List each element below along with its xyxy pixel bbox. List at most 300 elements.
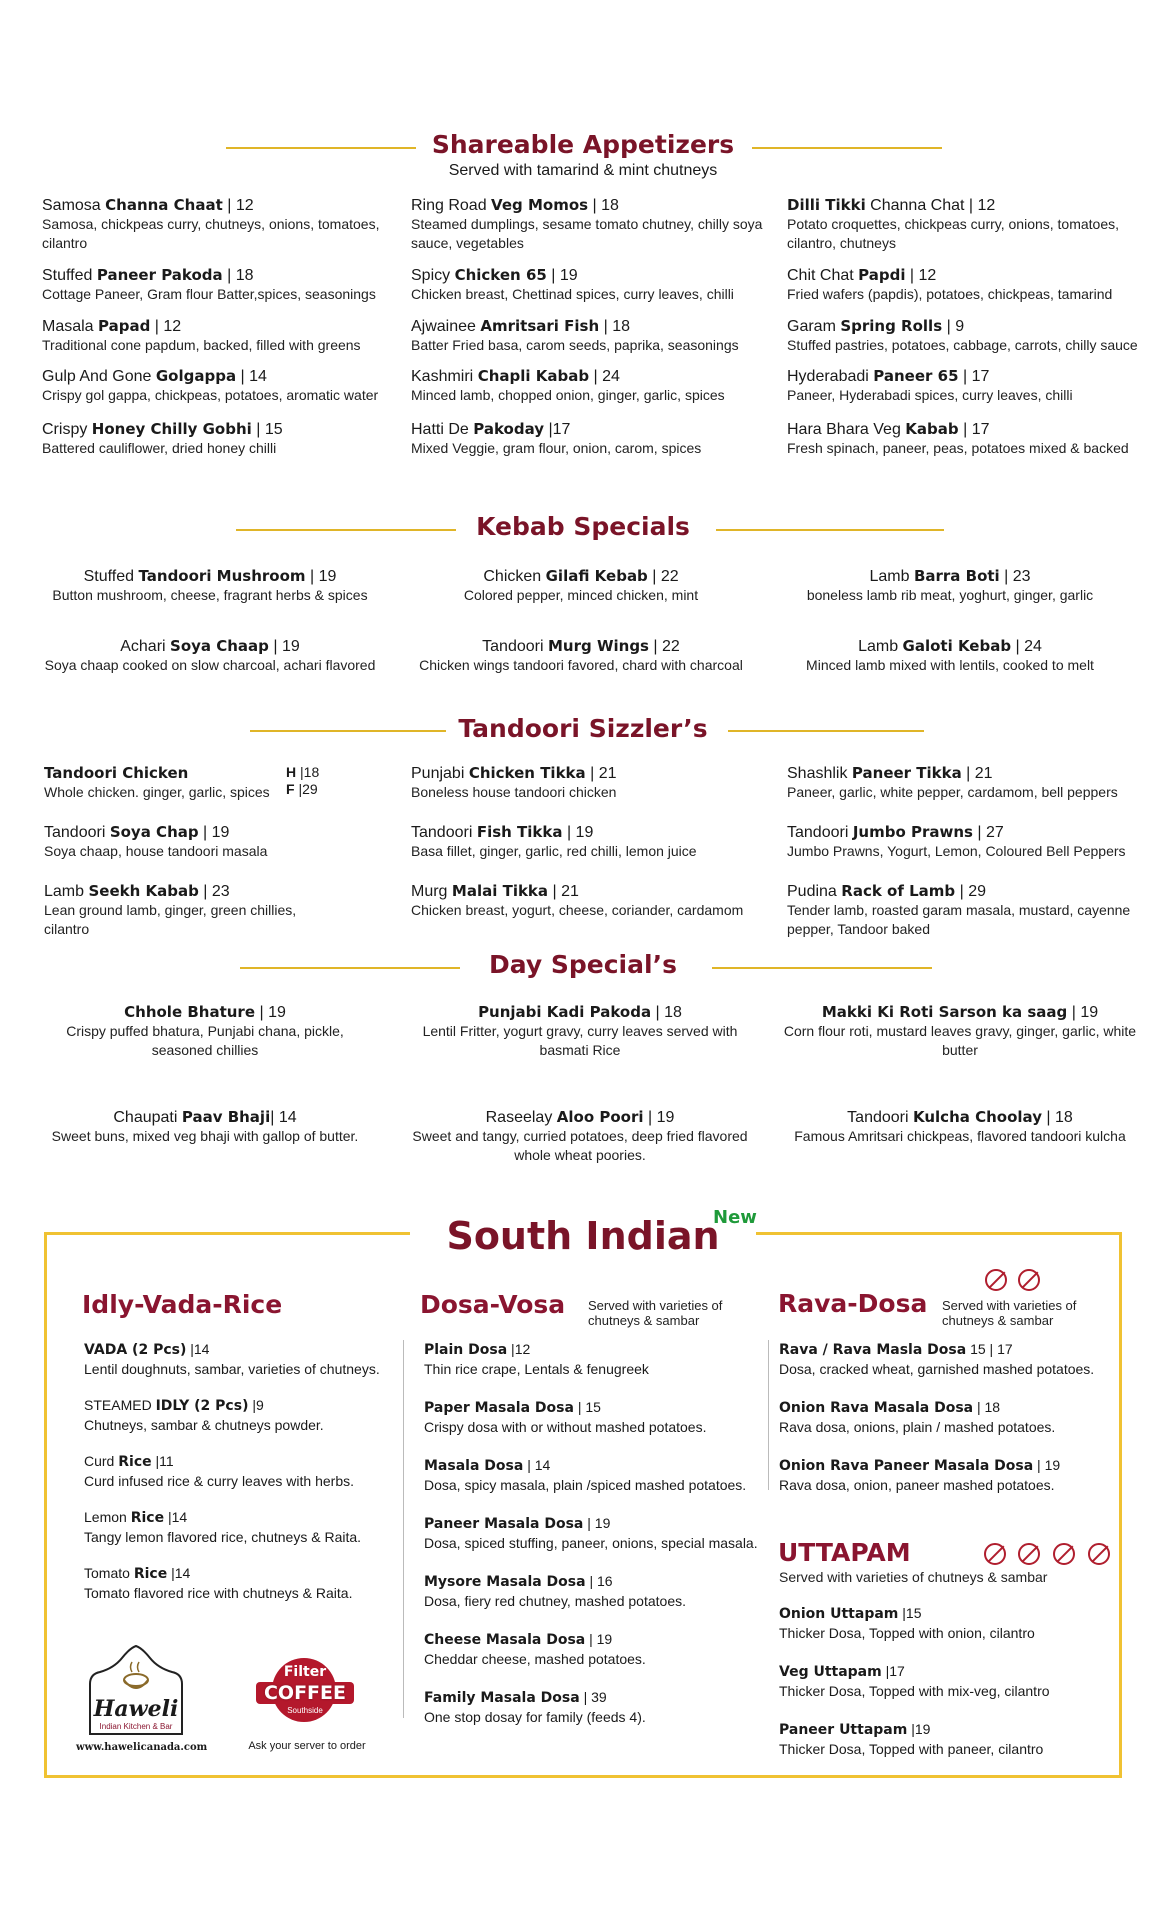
item-name-line xyxy=(42,317,402,336)
item-prefix: Chaupati xyxy=(113,1109,182,1126)
item-name-line xyxy=(787,196,1149,215)
item-prefix: Lamb xyxy=(858,638,903,655)
item-name-line xyxy=(424,1572,764,1592)
item-name: Spring Rolls xyxy=(840,317,943,335)
full-price xyxy=(286,781,318,797)
item-name: Masala Dosa xyxy=(424,1458,524,1474)
no-egg-icon xyxy=(1088,1543,1110,1565)
item-description: Chicken wings tandoori favored, chard with charcoal xyxy=(419,657,743,673)
item-description: Tender lamb, roasted garam masala, mustard, cayenne pepper, Tandoor baked xyxy=(787,902,1131,937)
item-name-line xyxy=(424,1688,764,1708)
uttapam-title: UTTAPAM xyxy=(778,1538,911,1567)
item-description: Battered cauliflower, dried honey chilli xyxy=(42,440,277,456)
item-name-line xyxy=(44,823,344,842)
menu-item xyxy=(44,882,344,939)
item-price: | 19 xyxy=(1033,1457,1061,1473)
menu-item xyxy=(411,882,771,920)
no-nuts-icon xyxy=(984,1543,1006,1565)
item-prefix: Tandoori xyxy=(482,638,548,655)
item-name: Rice xyxy=(118,1454,152,1470)
menu-item xyxy=(424,1572,764,1611)
item-price: | 19 xyxy=(268,638,300,655)
menu-item xyxy=(779,1720,1099,1759)
menu-item xyxy=(84,1508,384,1547)
item-prefix: Ring Road xyxy=(411,197,492,214)
item-prefix: Hyderabadi xyxy=(787,368,874,385)
item-description: Button mushroom, cheese, fragrant herbs & spices xyxy=(52,587,368,603)
item-description: Fried wafers (papdis), potatoes, chickpeas, tamarind xyxy=(787,286,1113,302)
item-name: Paneer 65 xyxy=(873,367,959,385)
item-name: Dilli Tikki xyxy=(787,196,866,214)
item-name: Kabab xyxy=(905,420,959,438)
item-name-line xyxy=(424,1340,764,1360)
item-name: Onion Rava Paneer Masala Dosa xyxy=(779,1458,1034,1474)
item-description: Lentil doughnuts, sambar, varieties of chutneys. xyxy=(84,1361,380,1377)
item-name: Tandoori Mushroom xyxy=(138,567,306,585)
item-prefix: Hatti De xyxy=(411,421,474,438)
item-description: Minced lamb, chopped onion, ginger, garlic, spices xyxy=(411,387,725,403)
item-description: Sweet and tangy, curried potatoes, deep fried flavored whole wheat poories. xyxy=(412,1128,748,1163)
item-name-line xyxy=(411,317,763,336)
haweli-logo xyxy=(84,1644,188,1740)
item-price: | 18 xyxy=(651,1004,682,1021)
item-price: | 15 xyxy=(251,421,283,438)
item-prefix: Chit Chat xyxy=(787,267,859,284)
item-prefix: Kashmiri xyxy=(411,368,478,385)
item-price: |15 xyxy=(898,1605,922,1621)
item-name: Papad xyxy=(98,317,151,335)
item-price: | 19 xyxy=(198,824,230,841)
menu-item xyxy=(779,1398,1109,1437)
menu-item xyxy=(779,1604,1099,1643)
item-name: Malai Tikka xyxy=(451,882,549,900)
item-name: Onion Rava Masala Dosa xyxy=(779,1400,974,1416)
item-description: One stop dosay for family (feeds 4). xyxy=(424,1709,646,1725)
new-badge: New xyxy=(713,1207,757,1228)
no-gluten-icon xyxy=(1018,1269,1040,1291)
item-description: Dosa, spiced stuffing, paneer, onions, special masala. xyxy=(424,1535,758,1551)
item-name: Galoti Kebab xyxy=(902,637,1012,655)
item-name-line xyxy=(411,266,763,285)
item-prefix: Hara Bhara Veg xyxy=(787,421,906,438)
item-name: Gilafi Kebab xyxy=(545,567,648,585)
item-name-line xyxy=(780,567,1120,586)
menu-item xyxy=(787,823,1149,861)
menu-item xyxy=(787,196,1149,253)
item-prefix: Murg xyxy=(411,883,452,900)
item-name: Chicken 65 xyxy=(454,266,547,284)
item-price: | 14 xyxy=(270,1109,297,1126)
item-name: Veg Momos xyxy=(491,196,589,214)
item-price: | 21 xyxy=(548,883,579,900)
item-name: Paneer Pakoda xyxy=(96,266,223,284)
item-price: | 19 xyxy=(585,1631,613,1647)
item-prefix: Chicken xyxy=(483,568,546,585)
menu-item xyxy=(84,1396,384,1435)
item-description: Colored pepper, minced chicken, mint xyxy=(463,587,699,603)
item-name: Paper Masala Dosa xyxy=(424,1400,574,1416)
item-price: | 18 xyxy=(1041,1109,1073,1126)
item-price: | 19 xyxy=(562,824,594,841)
item-name-line xyxy=(787,882,1149,901)
item-name: Chapli Kabab xyxy=(477,367,590,385)
item-description: Cheddar cheese, mashed potatoes. xyxy=(424,1651,646,1667)
menu-item xyxy=(410,1003,750,1060)
menu-item xyxy=(411,420,763,458)
item-name: Onion Uttapam xyxy=(779,1606,899,1622)
menu-item xyxy=(779,1456,1109,1495)
item-price: | 19 xyxy=(305,568,337,585)
menu-item xyxy=(787,420,1149,458)
item-price: | 17 xyxy=(958,421,990,438)
menu-item xyxy=(44,823,344,861)
item-description: Fresh spinach, paneer, peas, potatoes mixed & backed xyxy=(787,440,1129,456)
menu-item xyxy=(424,1630,764,1669)
menu-item xyxy=(787,367,1149,405)
item-name: Rava / Rava Masla Dosa xyxy=(779,1342,967,1358)
item-prefix: Curd xyxy=(84,1453,119,1469)
item-prefix: Tandoori xyxy=(44,824,110,841)
item-price: | 22 xyxy=(647,568,679,585)
item-name-line xyxy=(787,317,1149,336)
item-price: | 39 xyxy=(579,1689,607,1705)
item-description: Potato croquettes, chickpeas curry, onions, tomatoes, cilantro, chutneys xyxy=(787,216,1120,251)
item-price: |17 xyxy=(881,1663,905,1679)
menu-item xyxy=(411,823,771,861)
menu-item xyxy=(410,1108,750,1165)
item-name-line xyxy=(410,1003,750,1022)
item-price: | 18 xyxy=(973,1399,1001,1415)
item-price: | 9 xyxy=(942,318,965,335)
item-price: |11 xyxy=(151,1453,174,1469)
item-name-line xyxy=(780,1003,1140,1022)
menu-item xyxy=(411,567,751,605)
item-name-line xyxy=(787,764,1149,783)
item-name-line xyxy=(411,567,751,586)
item-name: Rice xyxy=(130,1510,165,1526)
item-prefix: Samosa xyxy=(42,197,106,214)
item-prefix: Masala xyxy=(42,318,99,335)
item-price: | 15 xyxy=(573,1399,601,1415)
item-price: | 24 xyxy=(1011,638,1042,655)
item-name-line xyxy=(779,1340,1109,1360)
item-name-line xyxy=(787,420,1149,439)
item-name-line xyxy=(40,1003,370,1022)
item-description: Boneless house tandoori chicken xyxy=(411,784,617,800)
menu-item xyxy=(779,1662,1099,1701)
item-name: Kulcha Choolay xyxy=(913,1108,1042,1126)
item-name-line xyxy=(42,420,402,439)
item-name-line xyxy=(84,1396,384,1416)
item-name: Rice xyxy=(133,1566,168,1582)
item-name: IDLY (2 Pcs) xyxy=(155,1398,249,1414)
item-description: Sweet buns, mixed veg bhaji with gallop of butter. xyxy=(51,1128,359,1144)
item-name: Pakoday xyxy=(473,420,545,438)
item-name: Tandoori Chicken xyxy=(44,764,189,782)
item-name: Makki Ki Roti Sarson ka saag xyxy=(821,1003,1068,1021)
coffee-note: Ask your server to order xyxy=(248,1740,366,1752)
item-name: Papdi xyxy=(858,266,906,284)
item-prefix: Lamb xyxy=(44,883,89,900)
item-description: Dosa, fiery red chutney, mashed potatoes. xyxy=(424,1593,686,1609)
item-name-line xyxy=(84,1452,384,1472)
item-price: | 23 xyxy=(198,883,230,900)
menu-item xyxy=(42,317,402,355)
coffee-top: Filter xyxy=(283,1664,327,1680)
menu-item xyxy=(424,1514,764,1553)
menu-item xyxy=(42,367,402,405)
menu-item xyxy=(411,764,771,802)
menu-item xyxy=(40,1108,370,1146)
appetizers-title: Shareable Appetizers xyxy=(431,130,735,159)
item-description: Whole chicken. ginger, garlic, spices xyxy=(44,784,270,800)
item-prefix: Tomato xyxy=(84,1565,134,1581)
item-name-line xyxy=(424,1514,764,1534)
item-price: | 14 xyxy=(236,368,267,385)
item-price: |17 xyxy=(544,421,571,438)
item-description: Crispy puffed bhatura, Punjabi chana, pickle, seasoned chillies xyxy=(66,1023,344,1058)
item-name-line xyxy=(780,1108,1140,1127)
item-description: Tangy lemon flavored rice, chutneys & Raita. xyxy=(84,1529,362,1545)
item-name-line xyxy=(779,1662,1099,1682)
item-name-line xyxy=(84,1564,384,1584)
item-description: Rava dosa, onions, plain / mashed potatoes. xyxy=(779,1419,1056,1435)
menu-item xyxy=(780,637,1120,675)
menu-item xyxy=(787,882,1149,939)
item-description: Crispy gol gappa, chickpeas, potatoes, aromatic water xyxy=(42,387,379,403)
item-name-line xyxy=(787,266,1149,285)
item-description: Famous Amritsari chickpeas, flavored tandoori kulcha xyxy=(794,1128,1126,1144)
item-name: Amritsari Fish xyxy=(480,317,600,335)
menu-item xyxy=(780,567,1120,605)
idly-title: Idly-Vada-Rice xyxy=(82,1290,283,1319)
item-price: 15 | 17 xyxy=(966,1341,1013,1357)
item-name-line xyxy=(424,1398,764,1418)
item-name: Jumbo Prawns xyxy=(852,823,973,841)
menu-item xyxy=(411,317,763,355)
item-prefix: Ajwainee xyxy=(411,318,481,335)
item-price: |12 xyxy=(507,1341,531,1357)
item-description: Thin rice crape, Lentals & fenugreek xyxy=(424,1361,649,1377)
item-description: Thicker Dosa, Topped with mix-veg, cilantro xyxy=(779,1683,1050,1699)
item-name-line xyxy=(787,367,1149,386)
item-name-line xyxy=(44,882,344,901)
item-name: Paav Bhaji xyxy=(181,1108,271,1126)
item-price: | 14 xyxy=(523,1457,551,1473)
item-name-line xyxy=(42,367,402,386)
menu-item xyxy=(40,567,380,605)
menu-item xyxy=(411,196,763,253)
menu-item xyxy=(42,266,402,304)
filter-coffee-logo xyxy=(256,1658,354,1736)
item-prefix: Crispy xyxy=(42,421,92,438)
item-name-line xyxy=(787,823,1149,842)
item-description: Soya chaap, house tandoori masala xyxy=(44,843,268,859)
item-description: Basa fillet, ginger, garlic, red chilli, lemon juice xyxy=(411,843,697,859)
item-prefix: Pudina xyxy=(787,883,842,900)
item-name: Paneer Masala Dosa xyxy=(424,1516,584,1532)
item-description: Samosa, chickpeas curry, chutneys, onions, tomatoes, cilantro xyxy=(42,216,380,251)
item-price: | 18 xyxy=(222,267,254,284)
website: www.hawelicanada.com xyxy=(76,1742,208,1753)
item-description: Minced lamb mixed with lentils, cooked to melt xyxy=(806,657,1094,673)
item-description: Chicken breast, yogurt, cheese, coriander, cardamom xyxy=(411,902,744,918)
half-price-value: |18 xyxy=(300,764,320,780)
item-prefix: Shashlik xyxy=(787,765,852,782)
menu-item xyxy=(787,266,1149,304)
column-divider xyxy=(403,1340,404,1718)
item-name-line xyxy=(411,420,763,439)
menu-item xyxy=(40,1003,370,1060)
item-prefix: Stuffed xyxy=(42,267,97,284)
item-name: Honey Chilly Gobhi xyxy=(91,420,252,438)
item-description: Crispy dosa with or without mashed potatoes. xyxy=(424,1419,707,1435)
item-name-line xyxy=(411,637,751,656)
item-description: Traditional cone papdum, backed, filled with greens xyxy=(42,337,361,353)
item-price: | 17 xyxy=(958,368,990,385)
item-price: | 24 xyxy=(589,368,620,385)
menu-item xyxy=(42,420,402,458)
item-price: | 12 xyxy=(222,197,254,214)
item-name-line xyxy=(411,764,771,783)
coffee-main: COFFEE xyxy=(256,1682,354,1704)
item-prefix: Tandoori xyxy=(787,824,853,841)
item-name: Mysore Masala Dosa xyxy=(424,1574,586,1590)
item-name: Soya Chaap xyxy=(170,637,269,655)
item-name-line xyxy=(84,1340,384,1360)
item-description: Mixed Veggie, gram flour, onion, carom, spices xyxy=(411,440,702,456)
logo-sub: Indian Kitchen & Bar xyxy=(99,1722,173,1731)
item-description: Stuffed pastries, potatoes, cabbage, carrots, chilly sauce xyxy=(787,337,1138,353)
item-price: | 29 xyxy=(955,883,986,900)
item-name-line xyxy=(40,637,380,656)
item-price: | 18 xyxy=(599,318,630,335)
south-title: South Indian xyxy=(446,1214,720,1258)
item-name-line xyxy=(424,1630,764,1650)
menu-item xyxy=(424,1398,764,1437)
item-description: Cottage Paneer, Gram flour Batter,spices, seasonings xyxy=(42,286,376,302)
half-label: H xyxy=(286,764,297,780)
item-price: |14 xyxy=(164,1509,188,1525)
uttapam-note: Served with varieties of chutneys & sambar xyxy=(779,1569,1048,1585)
item-name: Golgappa xyxy=(155,367,237,385)
item-description: Curd infused rice & curry leaves with herbs. xyxy=(84,1473,354,1489)
menu-item xyxy=(411,266,763,304)
item-prefix: Garam xyxy=(787,318,841,335)
item-price: | 23 xyxy=(999,568,1031,585)
item-description: Thicker Dosa, Topped with paneer, cilantro xyxy=(779,1741,1044,1757)
item-description: Steamed dumplings, sesame tomato chutney, chilly soya sauce, vegetables xyxy=(411,216,763,251)
item-price: | 19 xyxy=(546,267,578,284)
item-price: | 21 xyxy=(585,765,617,782)
item-description: Lean ground lamb, ginger, green chillies, cilantro xyxy=(44,902,297,937)
item-name: Aloo Poori xyxy=(556,1108,644,1126)
item-name: Chhole Bhature xyxy=(124,1003,256,1021)
item-price: | 21 xyxy=(961,765,993,782)
item-description: boneless lamb rib meat, yoghurt, ginger, garlic xyxy=(806,587,1094,603)
item-price: | 12 xyxy=(150,318,182,335)
kebab-title: Kebab Specials xyxy=(476,512,690,541)
item-name-line xyxy=(424,1456,764,1476)
item-description: Thicker Dosa, Topped with onion, cilantro xyxy=(779,1625,1035,1641)
item-description: Paneer, garlic, white pepper, cardamom, bell peppers xyxy=(787,784,1118,800)
item-name-line xyxy=(411,823,771,842)
item-description: Soya chaap cooked on slow charcoal, achari flavored xyxy=(44,657,376,673)
item-name: Paneer Tikka xyxy=(851,764,962,782)
item-prefix: Tandoori xyxy=(411,824,477,841)
item-name: Veg Uttapam xyxy=(779,1664,882,1680)
menu-item xyxy=(787,764,1149,802)
menu-item xyxy=(780,1108,1140,1146)
item-price: | 19 xyxy=(583,1515,611,1531)
item-name: Channa Chaat xyxy=(105,196,223,214)
menu-item xyxy=(40,637,380,675)
item-name: Chicken Tikka xyxy=(468,764,586,782)
rava-title: Rava-Dosa xyxy=(778,1289,928,1318)
menu-item xyxy=(411,367,763,405)
item-description: Batter Fried basa, carom seeds, paprika, seasonings xyxy=(411,337,739,353)
item-description: Dosa, cracked wheat, garnished mashed potatoes. xyxy=(779,1361,1095,1377)
item-prefix: Lemon xyxy=(84,1509,131,1525)
item-description: Lentil Fritter, yogurt gravy, curry leaves served with basmati Rice xyxy=(422,1023,738,1058)
item-description: Corn flour roti, mustard leaves gravy, ginger, garlic, white butter xyxy=(783,1023,1137,1058)
item-name: Seekh Kabab xyxy=(88,882,199,900)
item-name-line xyxy=(42,196,402,215)
item-price: | 12 xyxy=(905,267,937,284)
item-name: VADA (2 Pcs) xyxy=(84,1342,187,1358)
item-name-line xyxy=(411,882,771,901)
menu-item xyxy=(780,1003,1140,1060)
item-name: Paneer Uttapam xyxy=(779,1722,908,1738)
item-price: |9 xyxy=(248,1397,264,1413)
menu-item xyxy=(84,1564,384,1603)
item-description: Tomato flavored rice with chutneys & Raita. xyxy=(84,1585,353,1601)
no-dairy-icon xyxy=(1053,1543,1075,1565)
coffee-sub: Southside xyxy=(287,1706,323,1715)
item-prefix: Tandoori xyxy=(847,1109,913,1126)
dosa-note: Served with varieties of chutneys & sambar xyxy=(588,1298,723,1328)
day-title: Day Special’s xyxy=(489,950,677,979)
item-name-line xyxy=(779,1604,1099,1624)
item-prefix: STEAMED xyxy=(84,1397,156,1413)
item-price: | 19 xyxy=(1067,1004,1099,1021)
item-name-line xyxy=(779,1456,1109,1476)
item-prefix: Stuffed xyxy=(83,568,139,585)
sizzler-title: Tandoori Sizzler’s xyxy=(458,714,708,743)
menu-item xyxy=(411,637,751,675)
menu-item xyxy=(787,317,1149,355)
item-description: Rava dosa, onion, paneer mashed potatoes. xyxy=(779,1477,1055,1493)
item-prefix: Achari xyxy=(120,638,171,655)
menu-item xyxy=(424,1340,764,1379)
item-name-line xyxy=(411,367,763,386)
item-description: Chicken breast, Chettinad spices, curry leaves, chilli xyxy=(411,286,734,302)
item-name-line xyxy=(411,196,763,215)
item-prefix: Lamb xyxy=(869,568,914,585)
item-name: Soya Chap xyxy=(109,823,199,841)
full-price-value: |29 xyxy=(298,781,318,797)
item-name: Cheese Masala Dosa xyxy=(424,1632,586,1648)
item-price: Channa Chat | 12 xyxy=(865,197,996,214)
menu-item xyxy=(424,1456,764,1495)
item-name-line xyxy=(779,1398,1109,1418)
menu-item xyxy=(424,1688,764,1727)
item-price: |14 xyxy=(186,1341,210,1357)
dosa-title: Dosa-Vosa xyxy=(420,1290,566,1319)
item-name: Plain Dosa xyxy=(424,1342,508,1358)
half-price xyxy=(286,764,319,780)
item-name-line xyxy=(410,1108,750,1127)
